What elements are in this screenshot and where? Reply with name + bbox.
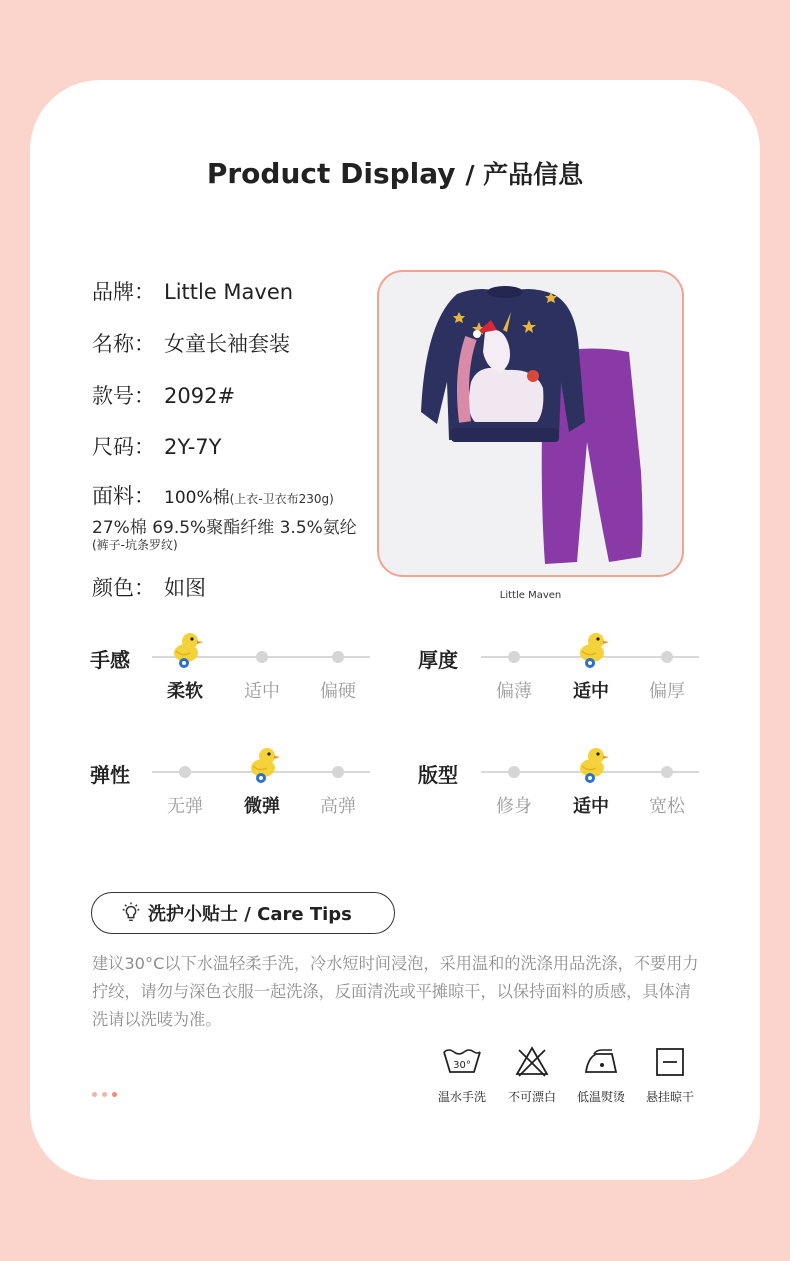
scale-dot (508, 651, 520, 663)
scale-dot (179, 766, 191, 778)
duck-marker-icon (170, 631, 204, 669)
spec-color: 颜色： 如图 (92, 576, 206, 600)
scale-dot (332, 766, 344, 778)
scale-label: 手感 (90, 648, 130, 672)
scale-label: 版型 (418, 763, 458, 787)
scale-dot (661, 651, 673, 663)
product-image (377, 270, 684, 577)
care-tips-pill: 洗护小贴士 / Care Tips (91, 892, 395, 934)
duck-marker-icon (247, 746, 281, 784)
duck-marker-icon (576, 746, 610, 784)
fabric-pants-note: (裤子-坑条罗纹) (92, 538, 178, 552)
duck-marker-icon (576, 631, 610, 669)
scale-dot (661, 766, 673, 778)
spec-fabric: 面料： 100%棉(上衣-卫衣布230g) (92, 484, 334, 508)
spec-brand: 品牌： Little Maven (92, 280, 294, 304)
page-dot-active (112, 1092, 117, 1097)
scale-option: 适中 (244, 681, 280, 702)
scale-option: 修身 (496, 796, 532, 817)
scale-option: 偏硬 (320, 681, 356, 702)
scale-label: 厚度 (418, 648, 458, 672)
spec-name: 名称： 女童长袖套装 (92, 332, 290, 356)
scale-option: 高弹 (320, 796, 356, 817)
scale-label: 弹性 (90, 763, 130, 787)
scale-dot (256, 651, 268, 663)
scale-option: 微弹 (244, 796, 280, 817)
page-dot (92, 1092, 97, 1097)
scale-option: 偏薄 (496, 681, 532, 702)
scale-option: 偏厚 (649, 681, 685, 702)
page-indicator (92, 1092, 117, 1097)
spec-model: 款号： 2092# (92, 384, 236, 408)
scale-option: 适中 (573, 681, 609, 702)
scale-dot (332, 651, 344, 663)
lightbulb-icon (120, 902, 142, 924)
scale-option: 无弹 (167, 796, 203, 817)
spec-size: 尺码： 2Y-7Y (92, 435, 222, 459)
fabric-pants-composition: 27%棉 69.5%聚酯纤维 3.5%氨纶 (92, 518, 357, 538)
product-caption: Little Maven (499, 590, 562, 601)
wash-30-icon: 30° 温水手洗 (434, 1046, 490, 1105)
scale-option: 适中 (573, 796, 609, 817)
care-description: 建议30°C以下水温轻柔手洗，冷水短时间浸泡，采用温和的洗涤用品洗涤，不要用力拧绞，请勿与深色衣服一起洗涤，反面清洗或平摊晾干，以保持面料的质感，具体清洗请以洗唛为准。 (92, 954, 699, 1029)
hang-dry-icon: 悬挂晾干 (642, 1046, 698, 1105)
svg-text:30°: 30° (453, 1060, 471, 1071)
scale-option: 宽松 (649, 796, 685, 817)
page-dot (102, 1092, 107, 1097)
page-title: Product Display / 产品信息 (206, 157, 584, 190)
no-bleach-icon: 不可漂白 (504, 1046, 560, 1105)
scale-dot (508, 766, 520, 778)
low-iron-icon: 低温熨烫 (573, 1046, 629, 1105)
scale-option: 柔软 (167, 681, 203, 702)
